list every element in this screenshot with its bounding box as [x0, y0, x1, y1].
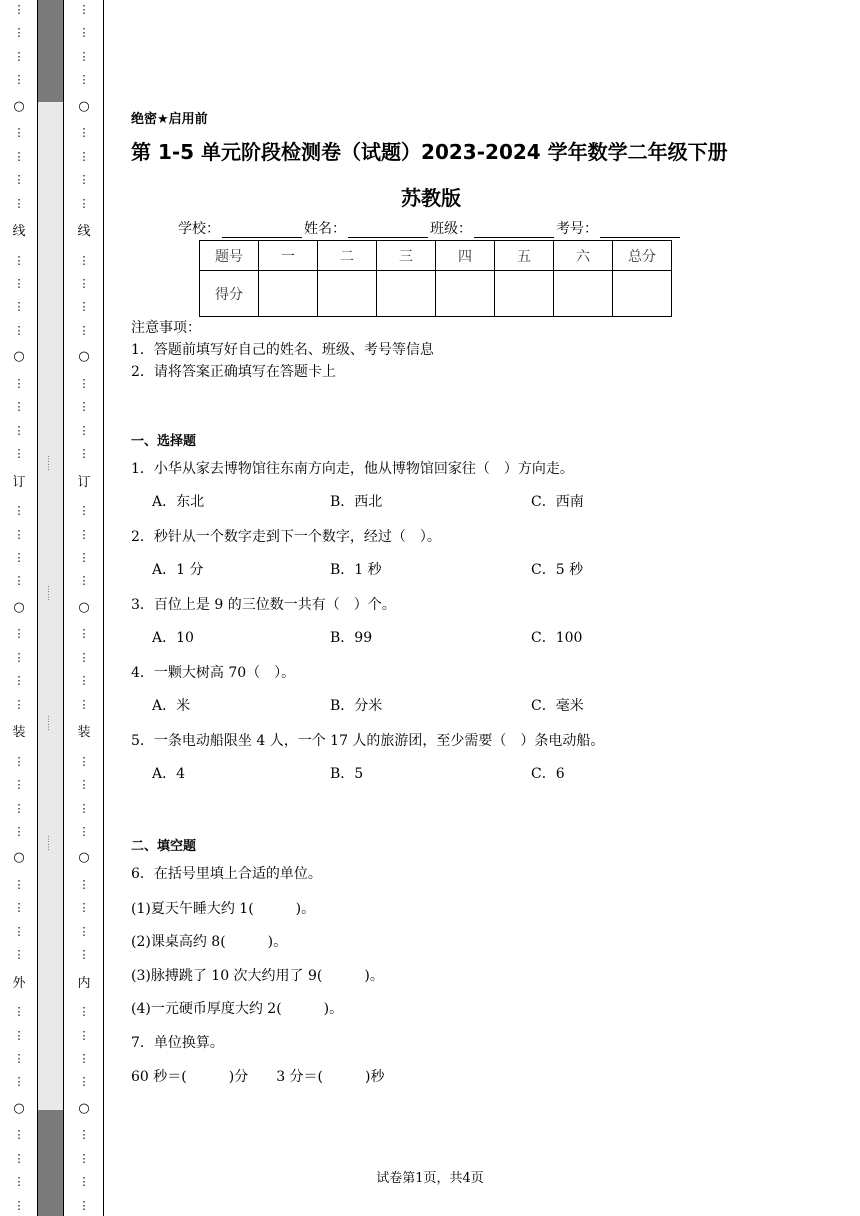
score-header-cell: 六: [554, 241, 613, 271]
info-fields: [178, 218, 682, 238]
question-stem: 5．一条电动船限坐 4 人，一个 17 人的旅游团，至少需要（ ）条电动船。: [131, 733, 605, 749]
name-label: 姓名：: [304, 221, 346, 237]
binding-dot: ⋮: [78, 504, 90, 518]
binding-dot: ⋮: [13, 26, 25, 40]
score-header-cell: 五: [495, 241, 554, 271]
binding-dot: ⋮: [13, 550, 25, 564]
binding-dot: ⋮: [78, 253, 90, 267]
outer-binding-column: [11, 4, 27, 1212]
binding-dot: ⋮: [13, 527, 25, 541]
binding-dot: ⋮: [13, 149, 25, 163]
binding-mark: 线: [77, 224, 91, 240]
binding-dot: ⋮: [13, 924, 25, 938]
binding-dot: ⋮: [13, 1198, 25, 1212]
binding-dot: ⋮: [78, 1028, 90, 1042]
binding-mark: 线: [12, 224, 26, 240]
binding-circle: ○: [78, 599, 90, 615]
binding-dots: ……: [46, 455, 55, 471]
binding-dot: ⋮: [78, 26, 90, 40]
question-7: 7．单位换算。: [131, 1035, 224, 1051]
section1-heading: 一、选择题: [131, 434, 197, 449]
answer-option[interactable]: C．5 秒: [531, 562, 584, 578]
score-cell[interactable]: [613, 271, 672, 317]
binding-line: [63, 0, 64, 1216]
binding-dots: ……: [46, 715, 55, 731]
binding-dot: ⋮: [78, 126, 90, 140]
binding-dot: ⋮: [78, 400, 90, 414]
binding-dot: ⋮: [78, 1052, 90, 1066]
binding-dot: ⋮: [13, 173, 25, 187]
binding-dot: ⋮: [13, 447, 25, 461]
binding-dot: ⋮: [13, 376, 25, 390]
note-item: 2．请将答案正确填写在答题卡上: [131, 364, 336, 380]
binding-dot: ⋮: [78, 300, 90, 314]
binding-margin: [0, 0, 104, 1216]
question-7-line: 60 秒＝( )分 3 分＝( )秒: [131, 1069, 385, 1085]
binding-dot: ⋮: [78, 527, 90, 541]
binding-circle: ○: [78, 98, 90, 114]
score-header-cell: 二: [318, 241, 377, 271]
binding-dot: ⋮: [78, 1175, 90, 1189]
binding-dot: ⋮: [13, 3, 25, 16]
binding-dot: ⋮: [13, 504, 25, 518]
binding-dot: ⋮: [13, 126, 25, 140]
answer-option[interactable]: A．10: [152, 630, 194, 646]
page-footer: 试卷第1页，共4页: [376, 1171, 484, 1186]
binding-dot: ⋮: [13, 627, 25, 641]
binding-dot: ⋮: [13, 948, 25, 962]
binding-dot: ⋮: [13, 253, 25, 267]
binding-dot: ⋮: [78, 73, 90, 87]
binding-dot: ⋮: [13, 1075, 25, 1089]
answer-option[interactable]: C．毫米: [531, 698, 584, 714]
class-blank[interactable]: [474, 223, 554, 238]
binding-line: [103, 0, 104, 1216]
score-header-cell: 四: [436, 241, 495, 271]
score-cell[interactable]: [554, 271, 613, 317]
answer-option[interactable]: A．4: [152, 766, 186, 782]
answer-option[interactable]: C．西南: [531, 494, 584, 510]
binding-mark: 内: [77, 975, 91, 991]
score-header-cell: 一: [259, 241, 318, 271]
binding-dot: ⋮: [13, 196, 25, 210]
binding-dot: ⋮: [78, 948, 90, 962]
binding-dot: ⋮: [78, 1198, 90, 1212]
answer-option[interactable]: A．东北: [152, 494, 205, 510]
binding-dark-block: [38, 1110, 63, 1216]
binding-mark: 订: [12, 474, 26, 490]
binding-dot: ⋮: [78, 877, 90, 891]
answer-option[interactable]: B．分米: [330, 698, 383, 714]
binding-circle: ○: [78, 1100, 90, 1116]
binding-dot: ⋮: [13, 1005, 25, 1019]
score-table: [199, 240, 672, 317]
binding-dot: ⋮: [78, 674, 90, 688]
answer-option[interactable]: B．5: [330, 766, 364, 782]
question-6-item: (2)课桌高约 8( )。: [131, 934, 288, 950]
binding-dot: ⋮: [13, 323, 25, 337]
question-stem: 1．小华从家去博物馆往东南方向走，他从博物馆回家往（ ）方向走。: [131, 461, 574, 477]
binding-strip: [38, 102, 63, 1110]
binding-dot: ⋮: [78, 423, 90, 437]
binding-dot: ⋮: [13, 650, 25, 664]
question-6-item: (3)脉搏跳了 10 次大约用了 9( )。: [131, 968, 384, 984]
binding-dot: ⋮: [78, 574, 90, 588]
name-blank[interactable]: [348, 223, 428, 238]
binding-dot: ⋮: [78, 376, 90, 390]
score-cell[interactable]: [495, 271, 554, 317]
answer-option[interactable]: B．99: [330, 630, 373, 646]
binding-dot: ⋮: [78, 323, 90, 337]
answer-option[interactable]: C．100: [531, 630, 583, 646]
answer-option[interactable]: C．6: [531, 766, 565, 782]
binding-circle: ○: [13, 599, 25, 615]
binding-dot: ⋮: [78, 196, 90, 210]
answer-option[interactable]: B．西北: [330, 494, 383, 510]
binding-circle: ○: [13, 98, 25, 114]
page-title: 第 1-5 单元阶段检测卷（试题）2023-2024 学年数学二年级下册: [131, 140, 728, 164]
school-blank[interactable]: [222, 223, 302, 238]
binding-dot: ⋮: [13, 824, 25, 838]
binding-dot: ⋮: [13, 300, 25, 314]
binding-dot: ⋮: [13, 674, 25, 688]
binding-dot: ⋮: [78, 49, 90, 63]
binding-dot: ⋮: [78, 276, 90, 290]
score-header-cell: 题号: [200, 241, 259, 271]
question-stem: 2．秒针从一个数字走到下一个数字，经过（ ）。: [131, 529, 441, 545]
question-stem: 4．一颗大树高 70（ ）。: [131, 665, 296, 681]
binding-dot: ⋮: [13, 801, 25, 815]
score-cell[interactable]: [259, 271, 318, 317]
question-6-item: (4)一元硬币厚度大约 2( )。: [131, 1001, 344, 1017]
binding-dots: ……: [46, 835, 55, 851]
binding-dot: ⋮: [78, 447, 90, 461]
question-6-item: (1)夏天午睡大约 1( )。: [131, 901, 316, 917]
answer-option[interactable]: A．米: [152, 698, 191, 714]
section2-heading: 二、填空题: [131, 839, 197, 854]
binding-dot: ⋮: [78, 901, 90, 915]
binding-dot: ⋮: [78, 1128, 90, 1142]
binding-mark: 外: [12, 975, 26, 991]
binding-mark: 装: [77, 725, 91, 741]
binding-dot: ⋮: [78, 1005, 90, 1019]
binding-dot: ⋮: [78, 550, 90, 564]
binding-circle: ○: [78, 349, 90, 365]
binding-dot: ⋮: [13, 1151, 25, 1165]
binding-dot: ⋮: [13, 574, 25, 588]
binding-dot: ⋮: [13, 276, 25, 290]
binding-dot: ⋮: [78, 824, 90, 838]
binding-dot: ⋮: [78, 1151, 90, 1165]
binding-dot: ⋮: [78, 149, 90, 163]
question-stem: 3．百位上是 9 的三位数一共有（ ）个。: [131, 597, 396, 613]
page-subtitle: 苏教版: [401, 186, 461, 210]
binding-dots: ……: [46, 585, 55, 601]
binding-dot: ⋮: [13, 1028, 25, 1042]
binding-dot: ⋮: [13, 1128, 25, 1142]
binding-dot: ⋮: [78, 650, 90, 664]
binding-dot: ⋮: [13, 1052, 25, 1066]
score-header-cell: 总分: [613, 241, 672, 271]
binding-dot: ⋮: [13, 877, 25, 891]
binding-dot: ⋮: [78, 697, 90, 711]
binding-dot: ⋮: [78, 1075, 90, 1089]
score-cell[interactable]: [318, 271, 377, 317]
school-label: 学校：: [178, 221, 220, 237]
class-label: 班级：: [430, 221, 472, 237]
score-header-cell: 三: [377, 241, 436, 271]
binding-circle: ○: [13, 1100, 25, 1116]
binding-dot: ⋮: [13, 697, 25, 711]
binding-mark: 订: [77, 474, 91, 490]
binding-dot: ⋮: [13, 778, 25, 792]
question-6: 6．在括号里填上合适的单位。: [131, 866, 322, 882]
binding-dot: ⋮: [13, 49, 25, 63]
binding-dot: ⋮: [13, 754, 25, 768]
binding-dot: ⋮: [78, 627, 90, 641]
binding-dot: ⋮: [13, 1175, 25, 1189]
binding-dot: ⋮: [78, 924, 90, 938]
binding-dot: ⋮: [13, 73, 25, 87]
binding-circle: ○: [13, 850, 25, 866]
binding-circle: ○: [13, 349, 25, 365]
exam-no-blank[interactable]: [600, 223, 680, 238]
binding-dot: ⋮: [13, 400, 25, 414]
binding-mark: 装: [12, 725, 26, 741]
secret-label: 绝密★启用前: [131, 112, 208, 127]
binding-dot: ⋮: [13, 901, 25, 915]
score-cell[interactable]: [436, 271, 495, 317]
score-cell[interactable]: [377, 271, 436, 317]
binding-dot: ⋮: [78, 173, 90, 187]
binding-dot: ⋮: [13, 423, 25, 437]
binding-dot: ⋮: [78, 801, 90, 815]
score-row-label: 得分: [200, 271, 259, 317]
answer-option[interactable]: B．1 秒: [330, 562, 382, 578]
binding-dot: ⋮: [78, 754, 90, 768]
binding-dot: ⋮: [78, 778, 90, 792]
binding-circle: ○: [78, 850, 90, 866]
notes-title: 注意事项：: [131, 320, 201, 336]
exam-no-label: 考号：: [556, 221, 598, 237]
inner-binding-column: [76, 4, 92, 1212]
binding-dot: ⋮: [78, 3, 90, 16]
answer-option[interactable]: A．1 分: [152, 562, 204, 578]
binding-dark-block: [38, 0, 63, 102]
note-item: 1．答题前填写好自己的姓名、班级、考号等信息: [131, 342, 434, 358]
